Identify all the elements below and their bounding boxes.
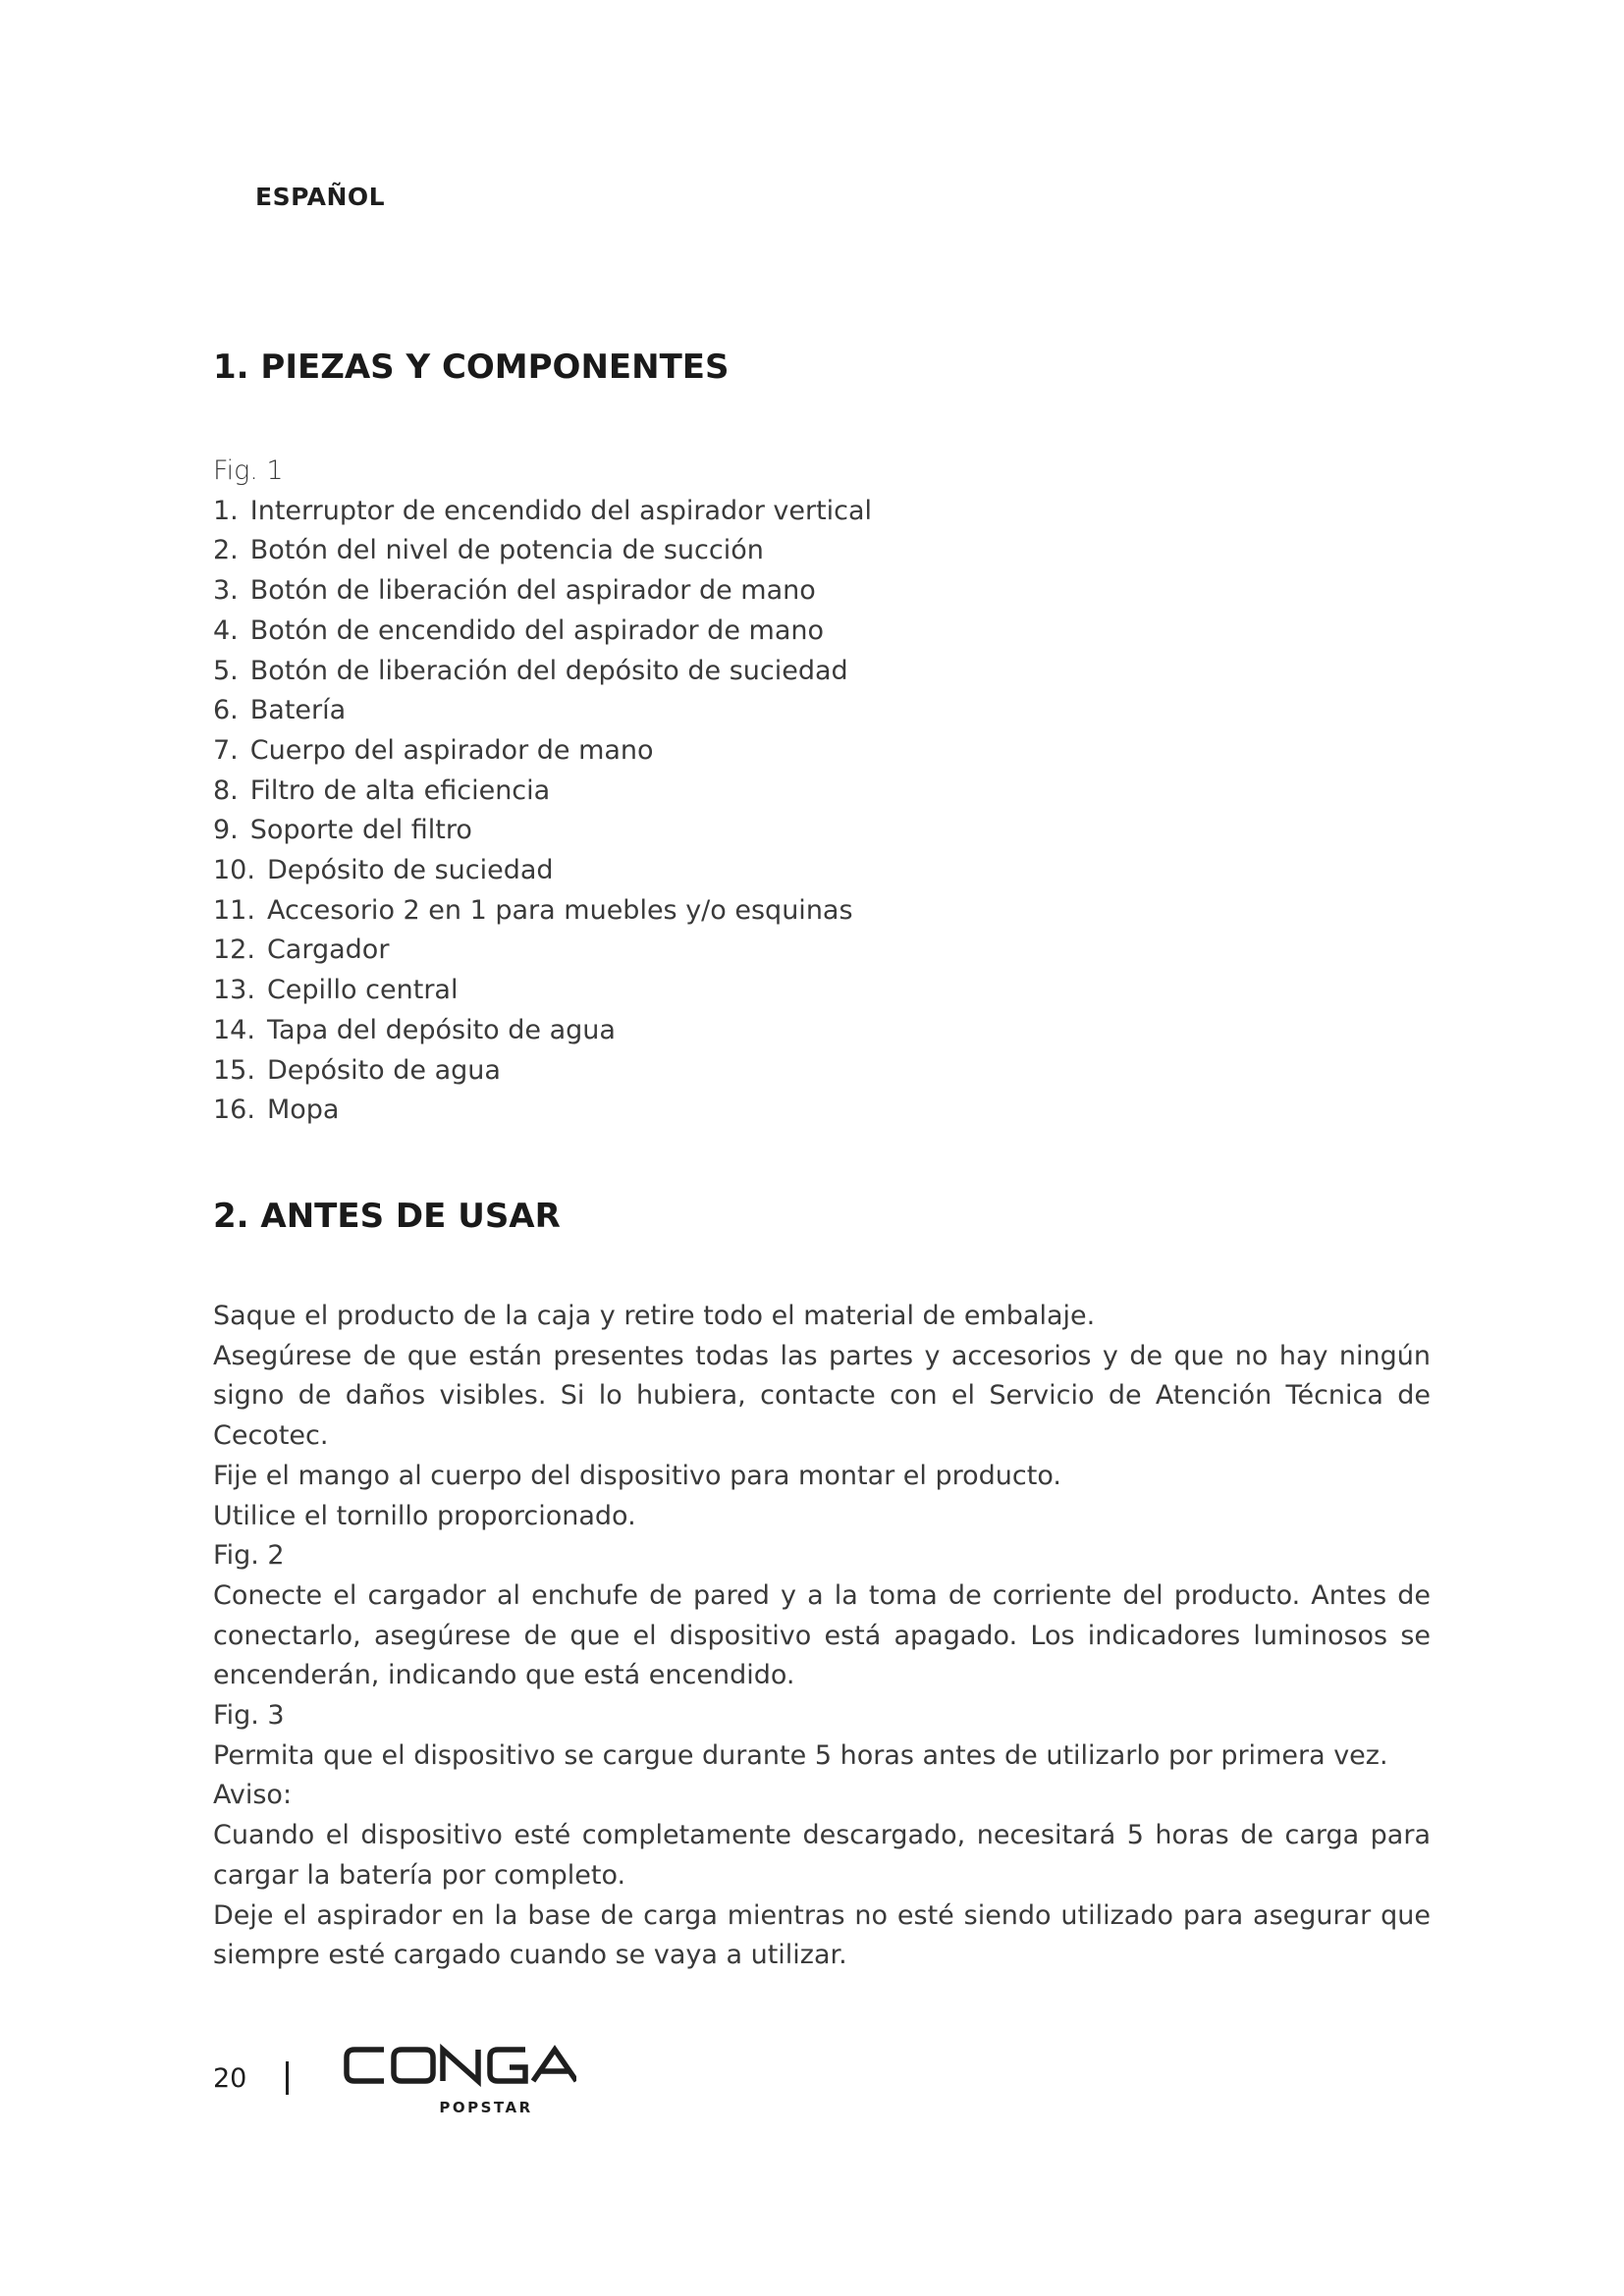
list-item: 15. Depósito de agua bbox=[213, 1054, 501, 1086]
page-number: 20 bbox=[213, 2063, 247, 2094]
before-use-content bbox=[213, 1297, 1431, 1976]
figure-reference: Fig. 3 bbox=[213, 1700, 285, 1732]
paragraph: Fije el mango al cuerpo del dispositivo para montar el producto. bbox=[213, 1460, 1061, 1491]
paragraph: Deje el aspirador en la base de carga mientras no esté siendo utilizado para asegurar que siempre esté cargado cuando se vaya a utilizar. bbox=[213, 1899, 1431, 1971]
brand-subtitle: POPSTAR bbox=[439, 2099, 533, 2116]
section-parts bbox=[213, 344, 1431, 1131]
paragraph: Utilice el tornillo proporcionado. bbox=[213, 1500, 636, 1531]
list-item: 6. Batería bbox=[213, 695, 347, 726]
paragraph: Asegúrese de que están presentes todas las partes y accesorios y de que no hay ningún signo de daños visibles. Si lo hubiera, contacte con el Servicio de Atención Técnica de Cecotec. bbox=[213, 1340, 1431, 1452]
parts-list bbox=[213, 492, 1431, 1131]
section-before-use bbox=[213, 1193, 1431, 1976]
section-heading-before-use: 2. ANTES DE USAR bbox=[213, 1197, 561, 1236]
list-item: 1. Interruptor de encendido del aspirador vertical bbox=[213, 495, 873, 526]
figure-reference: Fig. 1 bbox=[213, 455, 284, 486]
footer-divider bbox=[286, 2061, 289, 2095]
list-item: 16. Mopa bbox=[213, 1095, 340, 1126]
list-item: 13. Cepillo central bbox=[213, 975, 459, 1006]
paragraph: Conecte el cargador al enchufe de pared y a la toma de corriente del producto. Antes de conectarlo, asegúrese de que el dispositivo está apagado. Los indicadores luminosos se encenderán, indicando que está encendido. bbox=[213, 1579, 1431, 1691]
list-item: 7. Cuerpo del aspirador de mano bbox=[213, 734, 654, 766]
brand-logo bbox=[341, 2042, 576, 2120]
list-item: 4. Botón de encendido del aspirador de mano bbox=[213, 614, 824, 646]
list-item: 8. Filtro de alta eficiencia bbox=[213, 774, 551, 806]
list-item: 10. Depósito de suciedad bbox=[213, 855, 554, 886]
list-item: 11. Accesorio 2 en 1 para muebles y/o esquinas bbox=[213, 894, 853, 926]
list-item: 14. Tapa del depósito de agua bbox=[213, 1014, 616, 1045]
paragraph: Permita que el dispositivo se cargue durante 5 horas antes de utilizarlo por primera vez. bbox=[213, 1739, 1388, 1771]
list-item: 9. Soporte del filtro bbox=[213, 815, 472, 846]
list-item: 2. Botón del nivel de potencia de succión bbox=[213, 535, 764, 566]
parts-content bbox=[213, 452, 1431, 1131]
list-item: 3. Botón de liberación del aspirador de mano bbox=[213, 575, 816, 607]
list-item: 5. Botón de liberación del depósito de suciedad bbox=[213, 655, 848, 686]
figure-reference: Fig. 2 bbox=[213, 1540, 285, 1572]
conga-logo-icon bbox=[341, 2042, 576, 2120]
notice-label: Aviso: bbox=[213, 1780, 293, 1811]
list-item: 12. Cargador bbox=[213, 934, 390, 966]
section-heading-parts: 1. PIEZAS Y COMPONENTES bbox=[213, 347, 730, 387]
paragraph: Cuando el dispositivo esté completamente descargado, necesitará 5 horas de carga para cargar la batería por completo. bbox=[213, 1820, 1431, 1891]
language-label: ESPAÑOL bbox=[255, 183, 386, 211]
paragraph: Saque el producto de la caja y retire todo el material de embalaje. bbox=[213, 1301, 1096, 1331]
